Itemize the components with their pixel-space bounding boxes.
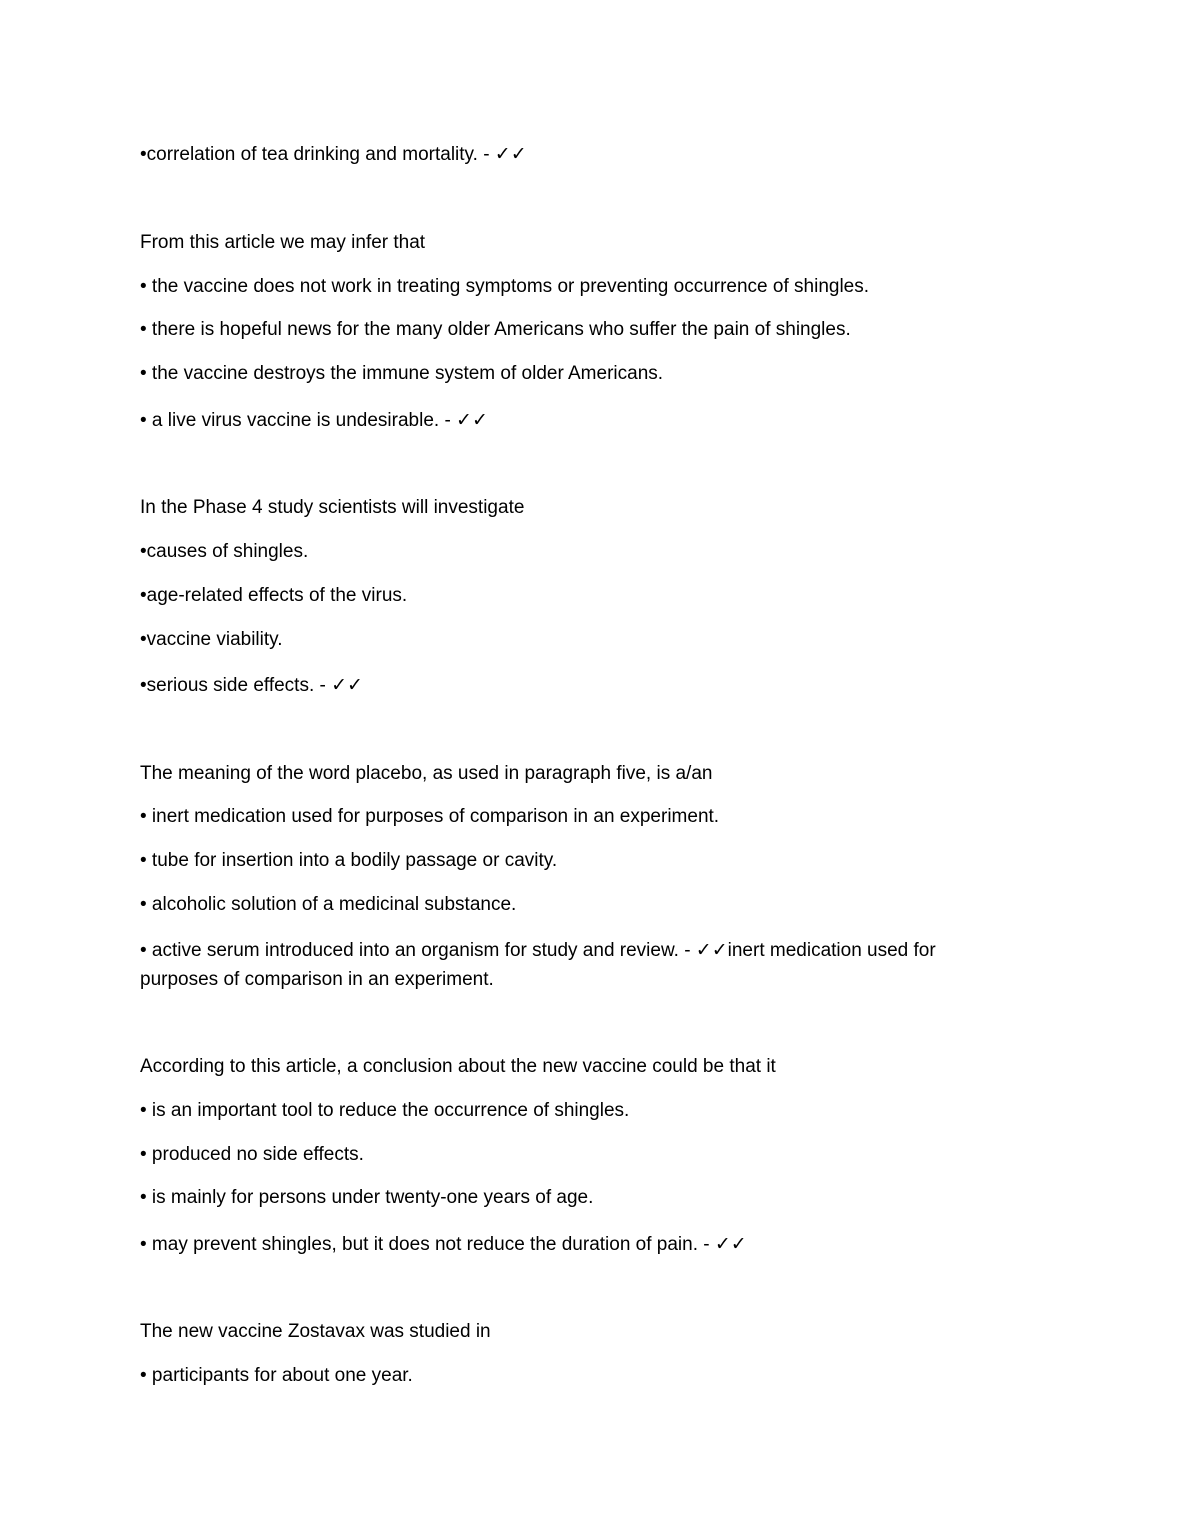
answer-option: •age-related effects of the virus. (140, 585, 408, 606)
question-text: The new vaccine Zostavax was studied in (140, 1321, 491, 1342)
answer-option: • a live virus vaccine is undesirable. - ✓✓ (140, 410, 488, 431)
answer-option: • may prevent shingles, but it does not reduce the duration of pain. - ✓✓ (140, 1234, 747, 1255)
question-text: According to this article, a conclusion about the new vaccine could be that it (140, 1056, 776, 1077)
answer-option: •serious side effects. - ✓✓ (140, 675, 363, 696)
answer-option: • active serum introduced into an organism for study and review. - ✓✓inert medication used for purposes of comparison in an experiment. (140, 940, 936, 990)
answer-option: • tube for insertion into a bodily passage or cavity. (140, 850, 558, 871)
answer-option: •correlation of tea drinking and mortality. - ✓✓ (140, 144, 527, 165)
question-text: The meaning of the word placebo, as used in paragraph five, is a/an (140, 763, 713, 784)
question-text: In the Phase 4 study scientists will investigate (140, 497, 525, 518)
answer-option: • alcoholic solution of a medicinal substance. (140, 894, 517, 915)
answer-option: • is mainly for persons under twenty-one years of age. (140, 1187, 594, 1208)
answer-option: • participants for about one year. (140, 1365, 413, 1386)
answer-option: • the vaccine does not work in treating symptoms or preventing occurrence of shingles. (140, 276, 870, 297)
answer-option: •vaccine viability. (140, 629, 283, 650)
answer-option: • is an important tool to reduce the occurrence of shingles. (140, 1100, 630, 1121)
answer-option: • there is hopeful news for the many older Americans who suffer the pain of shingles. (140, 319, 851, 340)
answer-option: • inert medication used for purposes of comparison in an experiment. (140, 806, 720, 827)
answer-option: • produced no side effects. (140, 1144, 364, 1165)
answer-option: • the vaccine destroys the immune system of older Americans. (140, 363, 664, 384)
question-text: From this article we may infer that (140, 232, 426, 253)
answer-option: •causes of shingles. (140, 541, 309, 562)
